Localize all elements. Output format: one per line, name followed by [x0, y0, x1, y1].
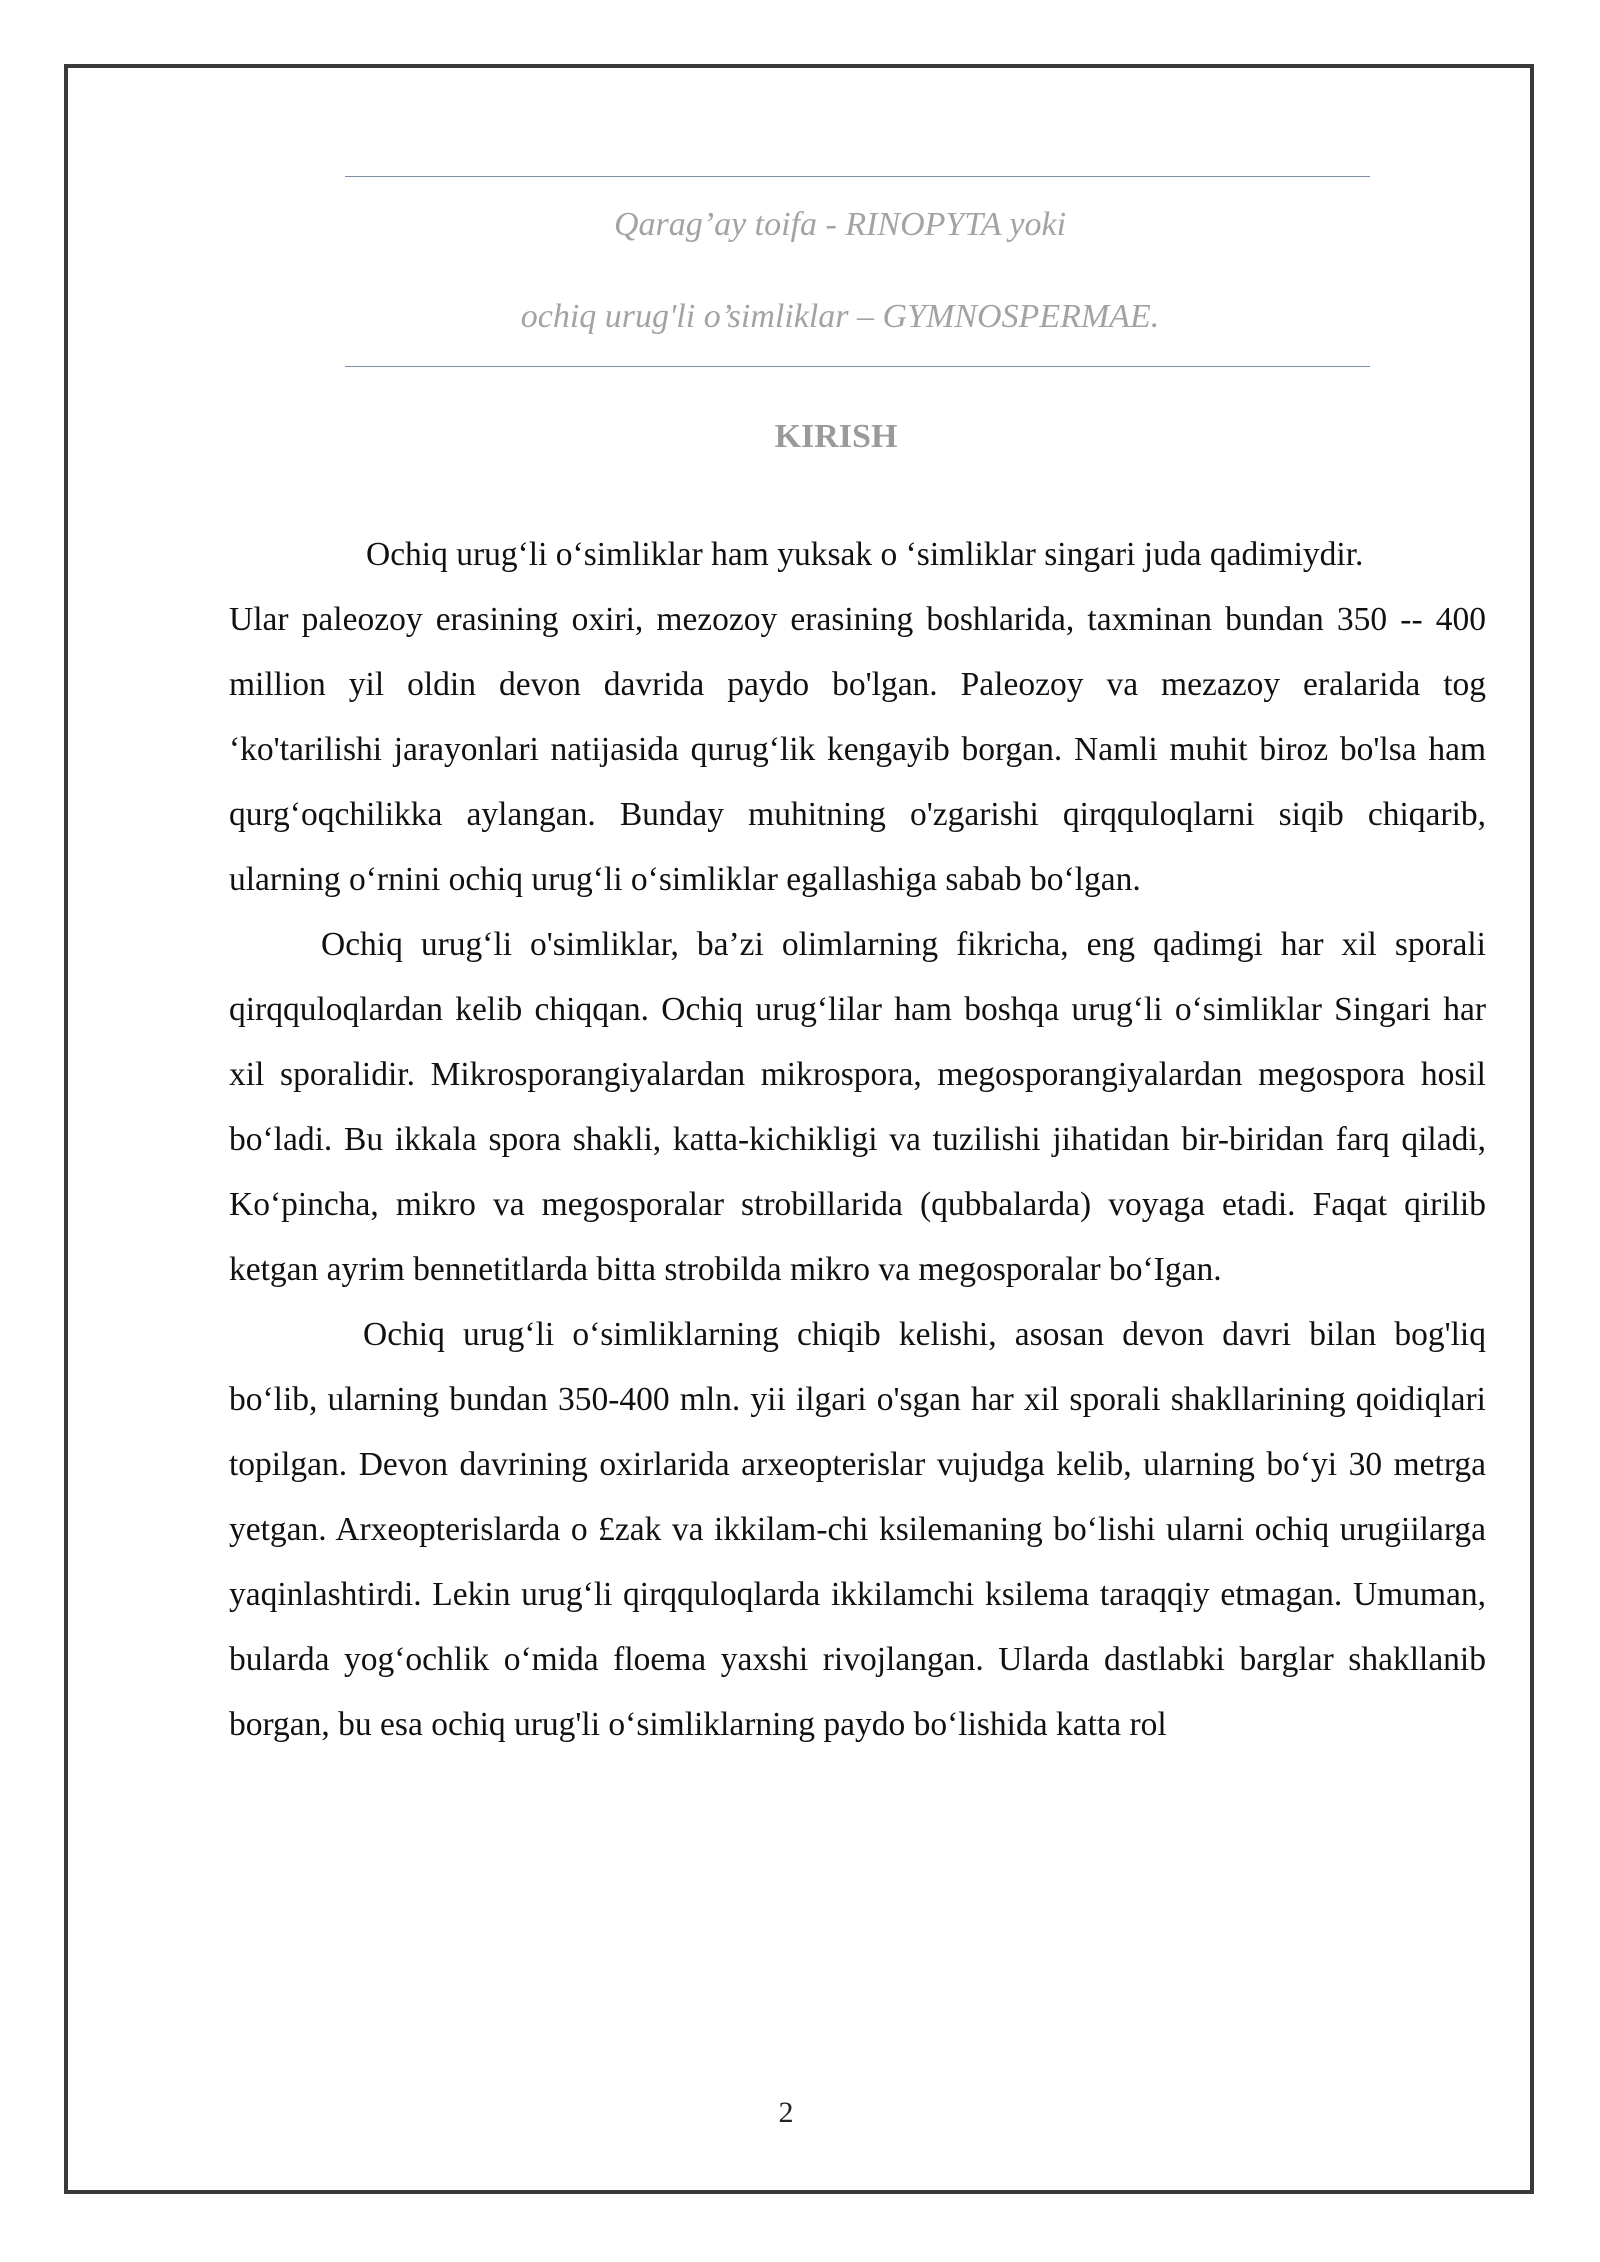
title-line-1: Qarag’ay toifa - RINOPYTA yoki: [613, 206, 1067, 243]
title-top-rule: [345, 176, 1370, 177]
paragraph-4: Ochiq urug‘li o‘simliklarning chiqib kelishi, asosan devon davri bilan bog'liq bo‘lib, ularning bundan 350-400 mln. yii ilgari o'sgan har xil sporali shakllarining qoidiqlari topilgan. Devon davrining oxirlarida arxeopterislar vujudga kelib, ularning bo‘yi 30 metrga yetgan. Arxeopterislarda o £zak va ikkilam-chi ksilemaning bo‘lishi ularni ochiq urugiilarga yaqinlashtirdi. Lekin urug‘li qirqquloqlarda ikkilamchi ksilema taraqqiy etmagan. Umuman, bularda yog‘ochlik o‘mida floema yaxshi rivojlangan. Ularda dastlabki barglar shakllanib borgan, bu esa ochiq urug'li o‘simliklarning paydo bo‘lishida katta rol: [229, 1316, 1486, 1743]
paragraph-2: Ular paleozoy erasining oxiri, mezozoy erasining boshlarida, taxminan bundan 350 -- 400 million yil oldin devon davrida paydo bo'lgan. Paleozoy va mezazoy eralarida tog ‘ko'tarilishi jarayonlari natijasida qurug‘lik kengayib borgan. Namli muhit biroz bo'lsa ham qurg‘oqchilikka aylangan. Bunday muhitning o'zgarishi qirqquloqlarni siqib chiqarib, ularning o‘rnini ochiq urug‘li o‘simliklar egallashiga sabab bo‘lgan.: [229, 601, 1486, 898]
body-text: [229, 522, 1486, 1757]
title-bottom-rule: [345, 366, 1370, 367]
title-line-2: ochiq urug'li o’simliklar – GYMNOSPERMAE.: [520, 298, 1160, 335]
paragraph-3: Ochiq urug‘li o'simliklar, ba’zi olimlarning fikricha, eng qadimgi har xil sporali qirqquloqlardan kelib chiqqan. Ochiq urug‘lilar ham boshqa urug‘li o‘simliklar Singari har xil sporalidir. Mikrosporangiyalardan mikrospora, megosporangiyalardan megospora hosil bo‘ladi. Bu ikkala spora shakli, katta-kichikligi va tuzilishi jihatidan bir-biridan farq qiladi, Ko‘pincha, mikro va megosporalar strobillarida (qubbalarda) voyaga etadi. Faqat qirilib ketgan ayrim bennetitlarda bitta strobilda mikro va megosporalar bo‘Igan.: [229, 926, 1486, 1288]
page-number: 2: [778, 2096, 794, 2129]
paragraph-1: Ochiq urug‘li o‘simliklar ham yuksak o ‘simliklar singari juda qadimiydir.: [366, 536, 1364, 573]
section-heading: KIRISH: [774, 418, 898, 455]
